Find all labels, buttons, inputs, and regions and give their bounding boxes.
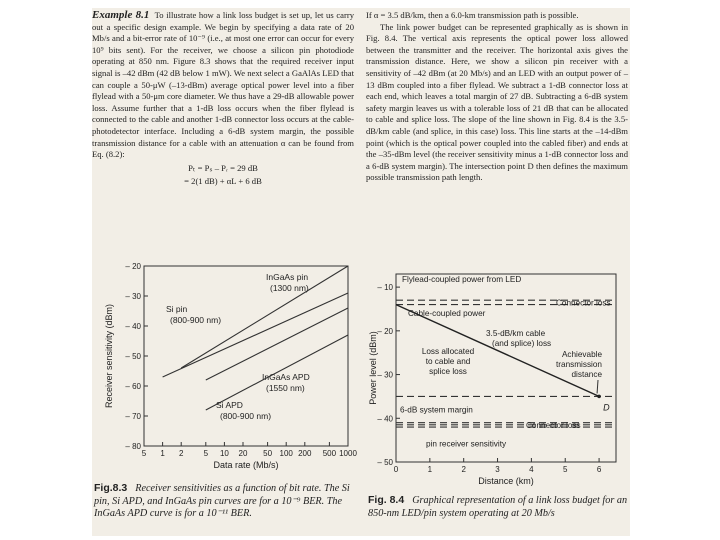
equation-line-1: Pₜ = Pₛ – Pᵣ = 29 dB (188, 162, 258, 173)
fig84-x-tick-label: 0 (393, 465, 399, 474)
right-para-1: If α = 3.5 dB/km, then a 6.0-km transmission path is possible. (366, 10, 579, 20)
fig84-annotation-arrow (597, 380, 598, 393)
fig83-x-tick-label: 100 (279, 449, 293, 458)
fig83-x-tick-label: 10 (219, 449, 229, 458)
fig83-x-tick-label: 5 (141, 449, 147, 458)
fig84-annotation: transmission (556, 360, 602, 369)
fig83-series-sublabel: (800-900 nm) (170, 315, 222, 325)
fig84-annotation: splice loss (429, 367, 467, 376)
fig84-x-tick-label: 4 (529, 465, 534, 474)
fig84-y-tick-label: – 50 (377, 458, 393, 467)
fig83-x-tick-label: 20 (238, 449, 248, 458)
fig83-y-tick-label: – 70 (125, 412, 141, 421)
fig84-x-tick-label: 3 (495, 465, 500, 474)
fig83-series-sublabel: (800-900 nm) (220, 411, 272, 421)
fig83-x-tick-label: 5 (203, 449, 209, 458)
fig84-point-d (597, 395, 601, 399)
fig83-caption-label: Fig.8.3 (94, 482, 128, 494)
fig83-caption (94, 482, 358, 521)
fig83-series-line (206, 308, 348, 380)
fig84-annotation: 3.5-dB/km cable (486, 329, 546, 338)
fig84-caption-label: Fig. 8.4 (368, 494, 405, 506)
fig84-annotation: distance (571, 370, 602, 379)
fig84-x-tick-label: 5 (563, 465, 568, 474)
fig84-annotation: Loss allocated (421, 347, 475, 356)
fig83-x-tick-label: 1 (160, 449, 165, 458)
fig84-x-tick-label: 1 (427, 465, 433, 474)
fig83-series-label: Si APD (216, 400, 243, 410)
fig83-series-line (206, 335, 348, 410)
fig84-caption (368, 494, 628, 520)
fig83-x-tick-label: 2 (178, 449, 184, 458)
fig84-annotation: (and splice) loss (492, 339, 552, 348)
fig84-annotation: Connector loss (556, 298, 611, 308)
fig83-series-line (163, 293, 348, 377)
fig84-x-axis-label: Distance (km) (478, 476, 534, 486)
fig83-y-tick-label: – 20 (125, 262, 141, 271)
fig84-y-tick-label: – 40 (377, 414, 393, 424)
fig84-y-tick-label: – 10 (377, 283, 393, 293)
fig84-y-axis-label: Power level (dBm) (368, 331, 378, 405)
fig84-chart (366, 270, 628, 498)
fig83-y-tick-label: – 50 (125, 352, 141, 361)
fig83-y-tick-label: – 30 (125, 292, 141, 301)
fig83-series-sublabel: (1300 nm) (270, 283, 309, 293)
fig84-annotation: to cable and (425, 357, 471, 366)
fig83-series-label: Si pin (166, 304, 188, 314)
example-label: Example 8.1 (92, 9, 150, 21)
fig83-x-tick-label: 200 (298, 449, 312, 458)
fig84-x-tick-label: 2 (461, 465, 466, 474)
fig84-annotation: 6-dB system margin (400, 405, 473, 415)
fig83-series-sublabel: (1550 nm) (266, 383, 305, 393)
fig83-series-label: InGaAs pin (266, 272, 309, 282)
right-para-2: The link power budget can be represented graphically as is shown in Fig. 8.4. The vertical axis represents the optical power loss allowed between the transmitter and the receiver. The horizontal axis gives the transmission distance. Here, we show a silicon pin receiver with a sensitivity of –42 dBm (at 20 Mb/s) and an LED with an output power of –13 dBm coupled into a fiber flylead. We subtract a 1-dB connector loss at each end, which leaves a total margin of 27 dB. Subtracting a 6-dB system safety margin leaves us with a tolerable loss of 21 dB that can be allocated to cable and splice loss. The slope of the line shown in Fig. 8.4 is the 3.5-dB/km cable (and splice, in this case) loss. This line starts at the –14-dBm point (which is the optical power coupled into the cabled fiber) and ends at the –35-dBm level (the receiver sensitivity minus a 1-dB connector loss and a 6-dB system margin). The intersection point D then defines the maximum possible transmission path length. (366, 21, 628, 183)
example-body: To illustrate how a link loss budget is set up, let us carry out a specific design example. We begin by specifying a data rate of 20 Mb/s and a bit-error rate of 10⁻⁹ (i.e., at most one error can occur for every 10⁹ bits sent). For the receiver, we choose a silicon pin photodiode operating at 850 nm. Figure 8.3 shows that the required receiver input signal is –42 dBm (42 dB below 1 mW). We next select a GaAlAs LED that can couple a 50-μW (–13-dBm) average optical power level into a fiber flylead with a 50-μm core diameter. We thus have a 29-dB allowable power loss. Assume further that a 1-dB loss occurs when the fiber flylead is connected to the cable and another 1-dB connector loss occurs at the cable-photodetector interface. Including a 6-dB system margin, the possible transmission distance for a cable with an attenuation α can be found from Eq. (8.2): (92, 10, 354, 160)
fig84-annotation: Achievable (561, 350, 602, 359)
fig83-x-tick-label: 1000 (339, 449, 357, 458)
fig84-y-tick-label: – 30 (377, 370, 393, 380)
fig84-annotation: Cable-coupled power (408, 309, 486, 318)
left-text-column (92, 10, 354, 190)
fig83-caption-text: Receiver sensitivities as a function of bit rate. The Si pin, Si APD, and InGaAs pin curves are for a 10⁻⁹ BER. The InGaAs APD curve is for a 10⁻¹¹ BER. (94, 483, 350, 520)
book-page (92, 8, 630, 536)
fig84-annotation: Flylead-coupled power from LED (402, 275, 522, 284)
equation-line-2: = 2(1 dB) + αL + 6 dB (184, 176, 262, 187)
fig84-x-tick-label: 6 (596, 465, 602, 474)
fig84-y-tick-label: – 20 (377, 326, 393, 336)
fig84-annotation: pin receiver sensitivity (426, 439, 507, 449)
fig83-series-label: InGaAs APD (262, 372, 310, 382)
right-text-column (366, 10, 628, 184)
fig84-caption-text: Graphical representation of a link loss budget for an 850-nm LED/pin system operating at 20 Mb/s (368, 495, 628, 519)
fig83-x-tick-label: 50 (263, 449, 273, 458)
fig83-y-tick-label: – 80 (125, 442, 141, 451)
fig83-y-tick-label: – 40 (125, 322, 141, 331)
fig83-chart (96, 260, 358, 480)
fig83-y-tick-label: – 60 (125, 382, 141, 391)
example-paragraph (92, 10, 354, 161)
fig84-annotation: Connector loss (526, 420, 581, 430)
fig83-y-axis-label: Receiver sensitivity (dBm) (104, 303, 114, 409)
fig84-point-d-label: D (603, 402, 610, 413)
fig83-x-axis-label: Data rate (Mb/s) (213, 460, 279, 470)
fig83-x-tick-label: 500 (322, 449, 337, 458)
